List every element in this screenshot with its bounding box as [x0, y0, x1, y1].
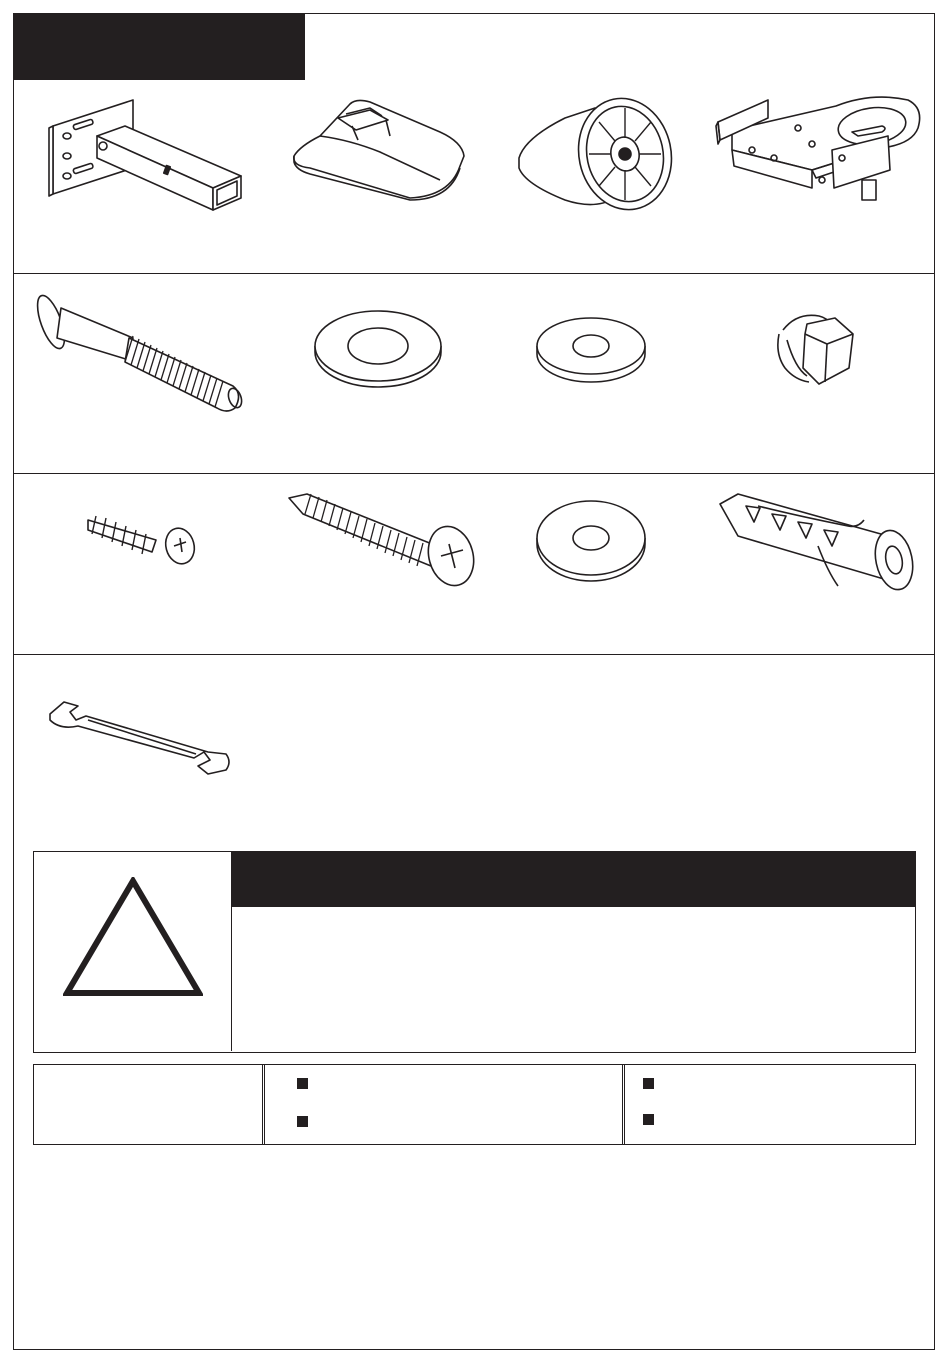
arm-cover-illustration	[290, 96, 468, 206]
short-screw-illustration	[86, 508, 196, 568]
warning-icon-cell	[34, 852, 232, 1051]
carriage-bolt-illustration	[37, 290, 245, 416]
bullet-square-icon	[297, 1116, 308, 1127]
bullet-square-icon	[297, 1078, 308, 1089]
wrench-illustration	[48, 698, 232, 778]
wall-arm-illustration	[45, 96, 245, 216]
divider	[13, 273, 935, 274]
page-title-bar	[13, 13, 305, 80]
cap-nut-illustration	[775, 310, 855, 390]
tools-column-2	[625, 1065, 915, 1144]
wall-anchor-illustration	[718, 486, 916, 598]
tool-item	[297, 1078, 318, 1089]
warning-box	[33, 851, 916, 1053]
bullet-square-icon	[643, 1078, 654, 1089]
swivel-head-illustration	[515, 88, 680, 213]
divider	[13, 473, 935, 474]
flat-washer-illustration	[535, 498, 647, 584]
tool-item	[297, 1116, 318, 1127]
large-washer-illustration	[313, 308, 443, 388]
mounting-bracket-illustration	[712, 92, 924, 212]
bullet-square-icon	[643, 1114, 654, 1125]
small-washer-illustration	[535, 312, 647, 382]
tools-title-cell	[34, 1065, 265, 1144]
tools-column-1	[265, 1065, 625, 1144]
divider	[13, 654, 935, 655]
warning-triangle-icon	[63, 877, 203, 997]
lag-screw-illustration	[287, 488, 477, 588]
tool-item	[643, 1114, 664, 1125]
tool-item	[643, 1078, 664, 1089]
warning-heading-bar	[232, 852, 915, 907]
tools-table	[33, 1064, 916, 1145]
